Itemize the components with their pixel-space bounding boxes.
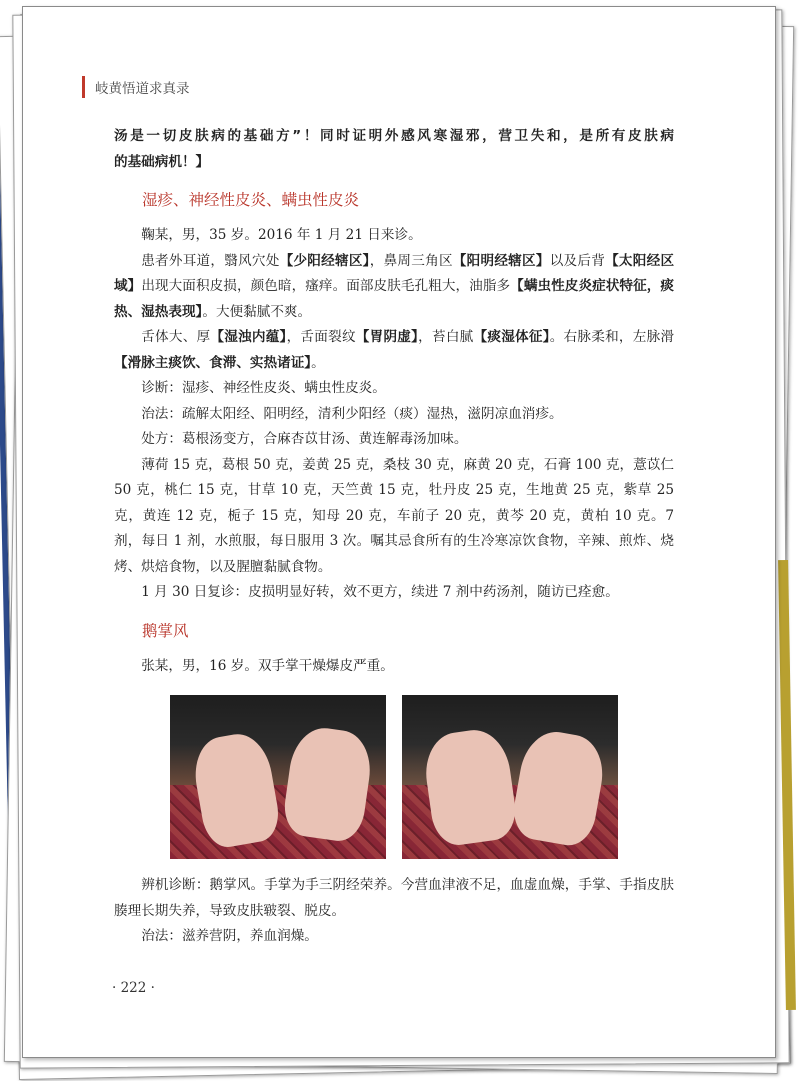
case2-patient-info: 张某，男，16 岁。双手掌干燥爆皮严重。 [141,657,394,674]
case1-diagnosis: 诊断：湿疹、神经性皮炎、螨虫性皮炎。 [141,380,386,396]
case1-prescription: 处方：葛根汤变方，合麻杏苡甘汤、黄连解毒汤加味。 [141,431,468,447]
case1-patient-info: 鞠某，男，35 岁。2016 年 1 月 21 日来诊。 [141,227,422,243]
symptoms-text: 患者外耳道，翳风穴处 [141,252,280,269]
case1-symptoms [114,249,674,326]
case1-herbs: 薄荷 15 克，葛根 50 克，姜黄 25 克，桑枝 30 克，麻黄 20 克，石膏 100 克，薏苡仁 50 克，桃仁 15 克，甘草 10 克，天竺黄 15 克，牡丹皮 25 克，生地黄 25 克，紫草 25 克，黄连 12 克，栀子 15 克，知母 20 克，车前子 20 克，黄芩 20 克，黄柏 10 克。7 剂，每日 1 剂，水煎服，每日服用 3 次。嘱其忌食所有的生冷寒凉饮食物，辛辣、煎炸、烧烤、烘焙食物，以及腥膻黏腻食物。 [114,456,674,575]
section-title-tinea: 鹅掌风 [142,621,189,640]
symptoms-note: 【阳明经辖区】 [452,252,550,269]
tongue-note: 【胃阴虚】 [355,329,419,345]
symptoms-text: ，鼻周三角区 [369,252,453,269]
photo-hand-left [421,726,520,849]
case2-treatment: 治法：滋养营阴，养血润燥。 [141,928,318,944]
tongue-note: 【湿浊内蕴】 [210,329,287,345]
section-title-eczema: 湿疹、神经性皮炎、螨虫性皮炎 [142,191,360,209]
intro-line-2: 的基础病机！】 [114,153,210,170]
hand-photos [114,695,674,859]
case1-followup: 1 月 30 日复诊：皮损明显好转，效不更方，续进 7 剂中药汤剂，随访已痊愈。 [141,584,619,600]
symptoms-note: 【太阳经区域】 [114,252,675,294]
tongue-text: ，苔白腻 [418,329,474,345]
symptoms-text: 。大便黏腻不爽。 [202,303,312,320]
symptoms-text: 以及后背 [549,252,606,269]
symptoms-note: 【少阳经辖区】 [279,252,370,269]
tongue-note: 【滑脉主痰饮、食滞、实热诸证】 [114,354,312,371]
page-content [114,124,674,950]
tongue-text: 舌体大、厚 [141,329,211,345]
case1-tongue-pulse [114,325,674,376]
tongue-text: ，舌面裂纹 [286,329,356,345]
symptoms-text: 出现大面积皮损，颜色暗，瘙痒。面部皮肤毛孔粗大，油脂多 [141,278,511,294]
hand-photo-after [402,695,618,859]
tongue-text: 。 [311,354,325,371]
header-title: 岐黄悟道求真录 [95,81,190,97]
symptoms-note: 【螨虫性皮炎症状特征，痰热、湿热表现】 [114,278,675,320]
intro-paragraph [114,124,674,175]
tongue-text: 。右脉柔和，左脉滑 [549,329,675,345]
header-accent-bar [82,76,85,98]
running-header [82,76,190,98]
case2-analysis: 辨机诊断：鹅掌风。手掌为手三阴经荣养。今营血津液不足，血虚血燥，手掌、手指皮肤腠理长期失养，导致皮肤皲裂、脱皮。 [114,877,674,919]
page-number: · 222 · [112,980,155,996]
tongue-note: 【痰湿体征】 [473,329,550,345]
case1-treatment: 治法：疏解太阳经、阳明经，清利少阳经（痰）湿热，滋阴凉血消疹。 [141,405,563,422]
intro-line-1: 汤是一切皮肤病的基础方”！同时证明外感风寒湿邪，营卫失和，是所有皮肤病 [114,128,674,144]
hand-photo-before [170,695,386,859]
